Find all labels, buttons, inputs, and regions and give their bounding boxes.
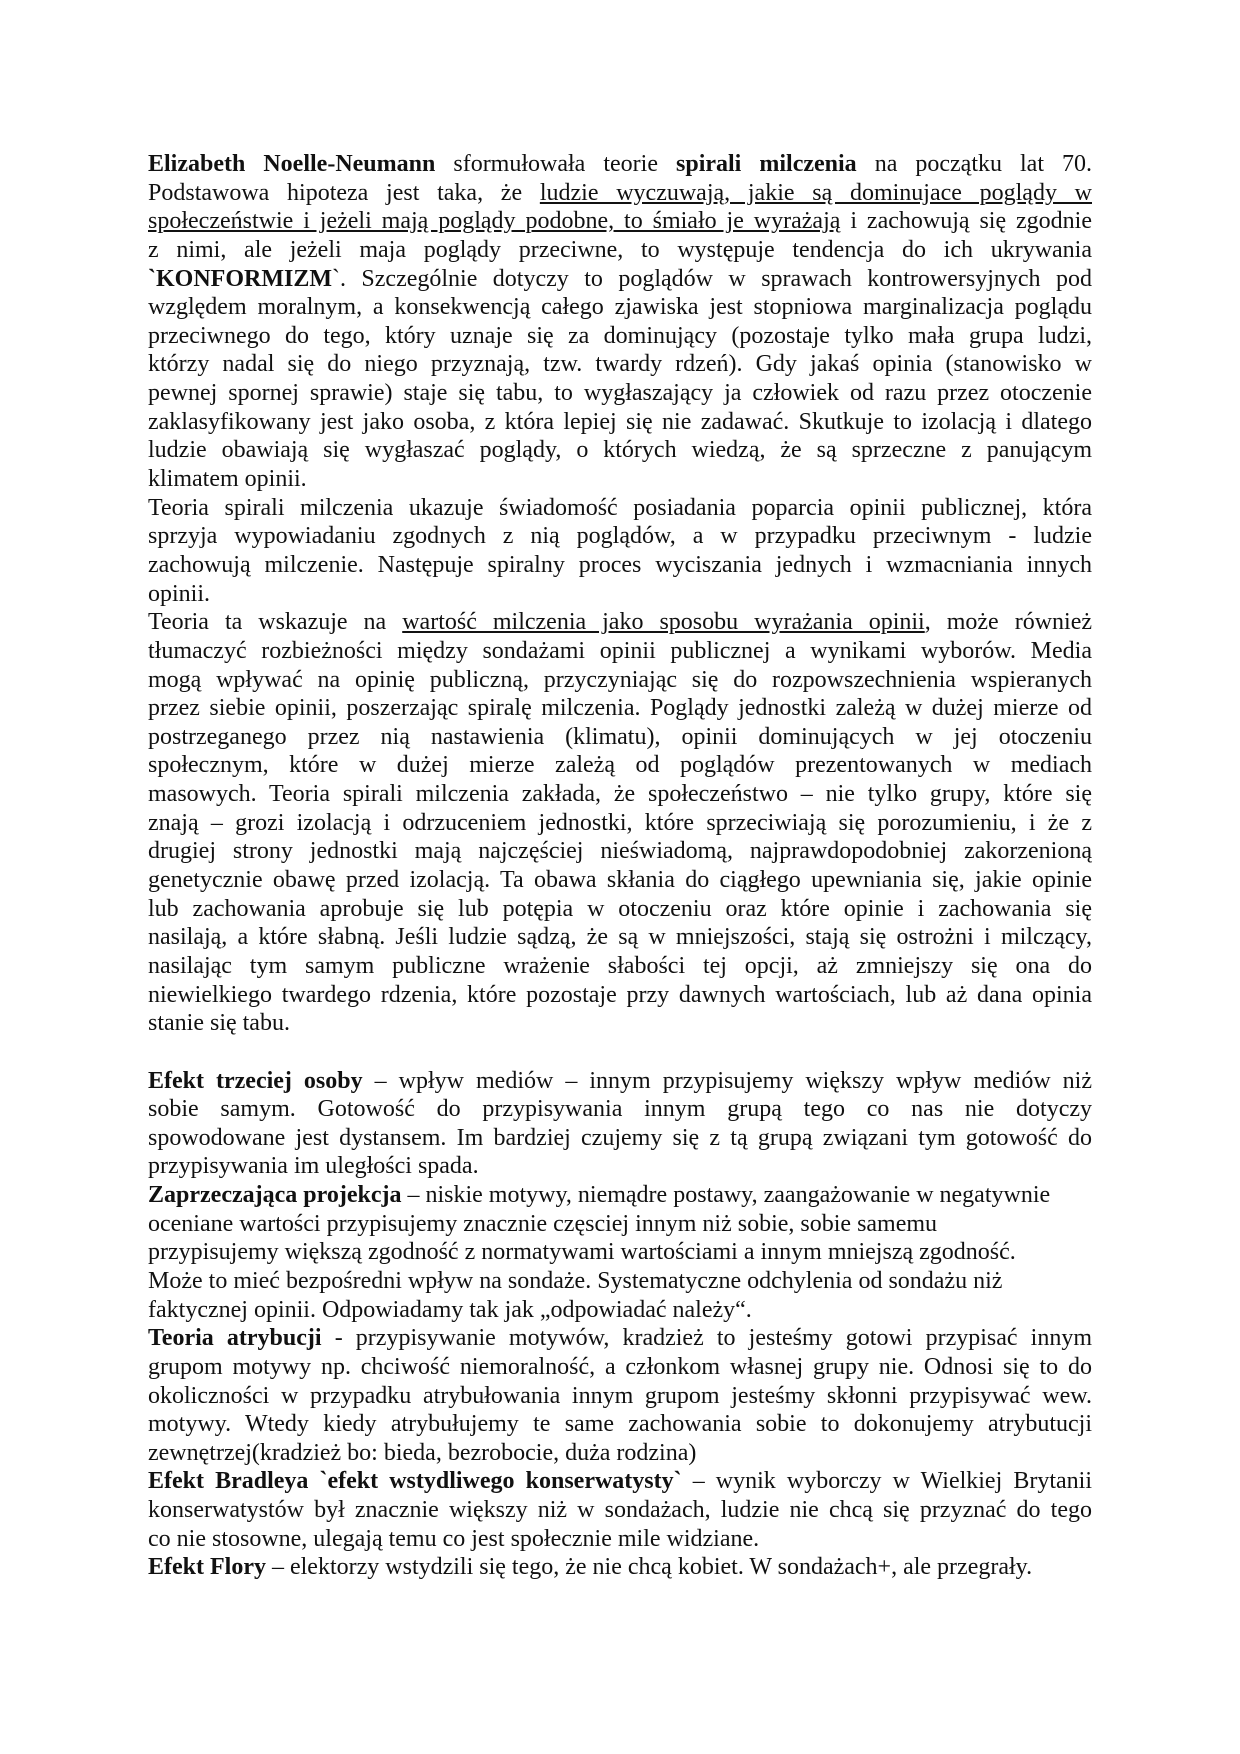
- text-run: konserwatystów był znacznie większy niż w sondażach, ludzie nie chcą się przyznać do tego: [148, 1497, 1092, 1524]
- text-line: [148, 1553, 1092, 1582]
- text-line: [148, 1382, 1092, 1411]
- text-line: [148, 150, 1092, 179]
- text-line: [148, 837, 1092, 866]
- bold-term: Zaprzeczająca projekcja: [148, 1182, 402, 1209]
- text-line: [148, 1181, 1092, 1210]
- bold-term: Efekt Flory: [148, 1554, 266, 1581]
- bold-term: Efekt Bradleya `efekt wstydliwego konserwatysty`: [148, 1468, 682, 1495]
- text-line: [148, 1496, 1092, 1525]
- text-run: Teoria ta wskazuje na: [148, 609, 403, 636]
- text-run: – wpływ mediów – innym przypisujemy większy wpływ mediów niż: [362, 1067, 1092, 1094]
- bold-term: spirali milczenia: [676, 151, 857, 177]
- text-run: drugiej strony jednostki mają najczęściej nieświadomą, najprawdopodobniej zakorzenioną: [148, 838, 1092, 865]
- text-line: [148, 866, 1092, 895]
- text-line: [148, 179, 1092, 208]
- text-run: Teoria spirali milczenia ukazuje świadomość posiadania poparcia opinii publicznej, która: [148, 494, 1092, 521]
- text-line: [148, 408, 1092, 437]
- bold-term: `KONFORMIZM: [148, 265, 332, 292]
- text-run: zaklasyfikowany jest jako osoba, z która lepiej się nie zadawać. Skutkuje to izolacją i dlatego: [148, 408, 1092, 435]
- text-run: okoliczności w przypadku atrybułowania innym grupom jesteśmy skłonni przypisywać wew.: [148, 1382, 1092, 1409]
- text-run: masowych. Teoria spirali milczenia zakłada, że społeczeństwo – nie tylko grupy, które się: [148, 781, 1092, 808]
- text-run: lub zachowania aprobuje się lub potępia w otoczeniu oraz które opinie i zachowania się: [148, 895, 1092, 922]
- text-line: [148, 1095, 1092, 1124]
- text-run: sprzyja wypowiadaniu zgodnych z nią poglądów, a w przypadku przeciwnym - ludzie: [148, 523, 1092, 550]
- text-run: , może również: [924, 609, 1092, 636]
- text-run: - przypisywanie motywów, kradzież to jesteśmy gotowi przypisać innym: [321, 1325, 1092, 1352]
- text-run: z nimi, ale jeżeli maja poglądy przeciwne, to występuje tendencja do ich ukrywania: [148, 236, 1092, 263]
- text-line: [148, 952, 1092, 981]
- text-line: [148, 350, 1092, 379]
- text-run: przeciwnego do tego, który uznaje się za dominujący (pozostaje tylko mała grupa ludzi,: [148, 322, 1092, 349]
- text-run: motywy. Wtedy kiedy atrybułujemy te same zachowania sobie to dokonujemy atrybutucji: [148, 1411, 1092, 1438]
- text-line: [148, 293, 1092, 322]
- text-run: opinii.: [148, 580, 211, 607]
- text-line: [148, 1124, 1092, 1153]
- text-run: Podstawowa hipoteza jest taka, że: [148, 179, 540, 206]
- text-run: nasilając tym samym publiczne wrażenie słabości tej opcji, aż zmniejszy się ona do: [148, 952, 1092, 979]
- bold-term: Teoria atrybucji: [148, 1325, 322, 1352]
- text-line: [148, 1009, 1092, 1038]
- text-line: [148, 923, 1092, 952]
- text-line: [148, 1467, 1092, 1496]
- text-run: względem moralnym, a konsekwencją całego zjawiska jest stopniowa marginalizacja poglądu: [148, 294, 1092, 321]
- underlined-text: ludzie wyczuwają, jakie są dominujace poglądy w: [539, 179, 1092, 206]
- underlined-text: społeczeństwie i jeżeli mają poglądy podobne, to śmiało je wyrażają: [148, 208, 841, 235]
- text-run: – elektorzy wstydzili się tego, że nie chcą kobiet. W sondażach+, ale przegrały.: [265, 1554, 1033, 1581]
- text-line: [148, 465, 1092, 494]
- text-run: oceniane wartości przypisujemy znacznie częsciej innym niż sobie, sobie samemu: [148, 1210, 938, 1237]
- text-run: – wynik wyborczy w Wielkiej Brytanii: [681, 1468, 1092, 1495]
- text-run: społecznym, które w dużej mierze zależą od poglądów prezentowanych w mediach: [148, 752, 1092, 779]
- text-run: grupom motywy np. chciwość niemoralność, a członkom własnej grupy nie. Odnosi się to do: [148, 1353, 1092, 1380]
- document-page: [148, 150, 1092, 1582]
- text-run: stanie się tabu.: [148, 1010, 290, 1037]
- text-run: tłumaczyć rozbieżności między sondażami opinii publicznej a wynikami wyborów. Media: [148, 637, 1092, 664]
- bold-term: Efekt trzeciej osoby: [148, 1067, 363, 1094]
- text-run: postrzeganego przez nią nastawienia (klimatu), opinii dominujących w jej otoczeniu: [148, 723, 1092, 750]
- text-line: [148, 1152, 1092, 1181]
- text-run: przypisujemy większą zgodność z normatywami wartościami a innym mniejszą zgodność.: [148, 1239, 1016, 1266]
- text-run: klimatem opinii.: [148, 466, 307, 493]
- text-run: pewnej spornej sprawie) staje się tabu, to wygłaszający ja człowiek od razu przez otoczenie: [148, 380, 1092, 407]
- text-line: [148, 436, 1092, 465]
- text-run: `. Szczególnie dotyczy to poglądów w sprawach kontrowersyjnych pod: [331, 265, 1092, 292]
- text-run: przez siebie opinii, poszerzając spiralę milczenia. Poglądy jednostki zależą w dużej mierze od: [148, 695, 1092, 722]
- text-line: [148, 895, 1092, 924]
- text-line: [148, 751, 1092, 780]
- text-line: [148, 637, 1092, 666]
- text-line: [148, 1324, 1092, 1353]
- text-run: sformułowała teorie: [435, 151, 676, 177]
- text-run: co nie stosowne, ulegają temu co jest społecznie mile widziane.: [148, 1525, 760, 1552]
- text-run: znają – grozi izolacją i odrzuceniem jednostki, które sprzeciwiają się porozumieniu, i że z: [148, 809, 1092, 836]
- text-run: którzy nadal się do niego przyznają, tzw. twardy rdzeń). Gdy jakaś opinia (stanowisko w: [148, 351, 1092, 378]
- text-run: mogą wpływać na opinię publiczną, przyczyniając się do rozpowszechnienia wspieranych: [148, 666, 1092, 693]
- text-line: [148, 1525, 1092, 1554]
- text-run: zewnętrzej(kradzież bo: bieda, bezrobocie, duża rodzina): [148, 1439, 697, 1466]
- text-line: [148, 1267, 1092, 1296]
- text-line: [148, 694, 1092, 723]
- text-line: [148, 494, 1092, 523]
- text-run: Może to mieć bezpośredni wpływ na sondaże. Systematyczne odchylenia od sondażu niż: [148, 1267, 1003, 1294]
- text-line: [148, 666, 1092, 695]
- text-line: [148, 1038, 1092, 1067]
- text-line: [148, 809, 1092, 838]
- text-run: na początku lat 70.: [856, 151, 1092, 177]
- text-line: [148, 1238, 1092, 1267]
- text-run: zachowują milczenie. Następuje spiralny proces wyciszania jednych i wzmacniania innych: [148, 551, 1092, 578]
- text-run: przypisywania im uległości spada.: [148, 1153, 479, 1180]
- text-run: sobie samym. Gotowość do przypisywania innym grupą tego co nas nie dotyczy: [148, 1096, 1092, 1123]
- text-line: [148, 379, 1092, 408]
- text-run: faktycznej opinii. Odpowiadamy tak jak „odpowiadać należy“.: [148, 1296, 752, 1323]
- text-run: nasilają, a które słabną. Jeśli ludzie sądzą, że są w mniejszości, stają się ostrożni i milczący,: [148, 924, 1092, 951]
- text-run: spowodowane jest dystansem. Im bardziej czujemy się z tą grupą związani tym gotowość do: [148, 1124, 1092, 1151]
- text-line: [148, 1067, 1092, 1096]
- text-line: [148, 580, 1092, 609]
- text-run: i zachowują się zgodnie: [840, 208, 1092, 235]
- text-line: [148, 551, 1092, 580]
- text-line: [148, 236, 1092, 265]
- text-line: [148, 981, 1092, 1010]
- text-line: [148, 1410, 1092, 1439]
- text-line: [148, 780, 1092, 809]
- text-run: niewielkiego twardego rdzenia, które pozostaje przy dawnych wartościach, lub aż dana opinia: [148, 981, 1092, 1008]
- text-line: [148, 522, 1092, 551]
- text-line: [148, 322, 1092, 351]
- text-line: [148, 1439, 1092, 1468]
- underlined-text: wartość milczenia jako sposobu wyrażania opinii: [402, 609, 925, 636]
- bold-term: Elizabeth Noelle-Neumann: [148, 151, 436, 177]
- text-line: [148, 1353, 1092, 1382]
- text-line: [148, 608, 1092, 637]
- text-line: [148, 265, 1092, 294]
- text-line: [148, 207, 1092, 236]
- text-line: [148, 1210, 1092, 1239]
- text-line: [148, 1296, 1092, 1325]
- text-run: ludzie obawiają się wygłaszać poglądy, o których wiedzą, że są sprzeczne z panującym: [148, 437, 1092, 464]
- text-line: [148, 723, 1092, 752]
- text-run: – niskie motywy, niemądre postawy, zaangażowanie w negatywnie: [401, 1182, 1051, 1209]
- text-run: genetycznie obawę przed izolacją. Ta obawa skłania do ciągłego upewniania się, jakie opinie: [148, 867, 1092, 894]
